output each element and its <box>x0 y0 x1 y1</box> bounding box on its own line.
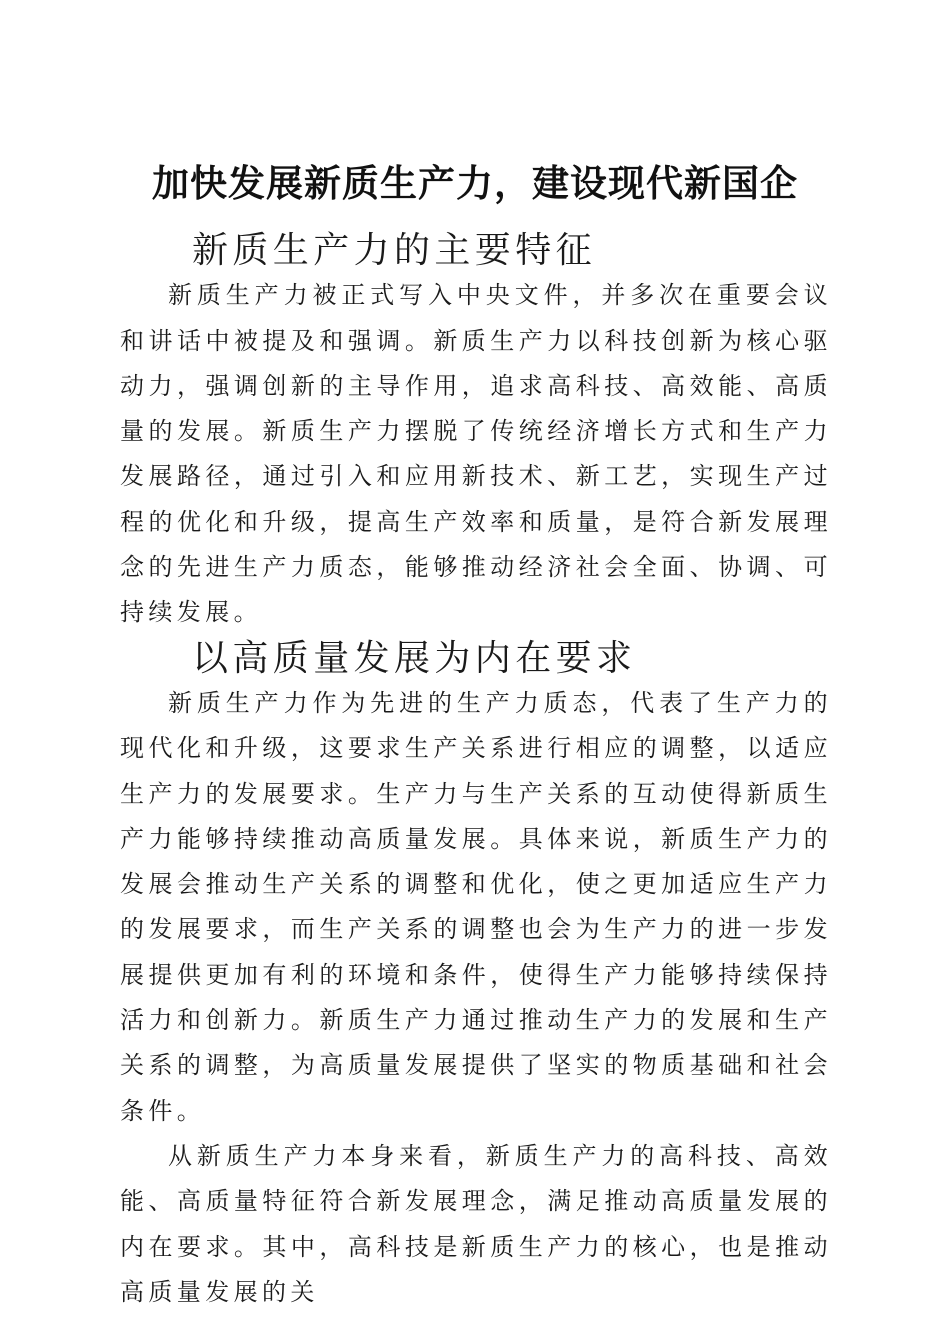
document-title: 加快发展新质生产力，建设现代新国企 <box>152 160 798 205</box>
body-paragraph: 新质生产力作为先进的生产力质态，代表了生产力的现代化和升级，这要求生产关系进行相应的调整，以适应生产力的发展要求。生产力与生产关系的互动使得新质生产力能够持续推动高质量发展。具体来说，新质生产力的发展会推动生产关系的调整和优化，使之更加适应生产力的发展要求，而生产关系的调整也会为生产力的进一步发展提供更加有利的环境和条件，使得生产力能够持续保持活力和创新力。新质生产力通过推动生产力的发展和生产关系的调整，为高质量发展提供了坚实的物质基础和社会条件。 <box>120 688 832 1125</box>
body-paragraph: 新质生产力被正式写入中央文件，并多次在重要会议和讲话中被提及和强调。新质生产力以科技创新为核心驱动力，强调创新的主导作用，追求高科技、高效能、高质量的发展。新质生产力摆脱了传统经济增长方式和生产力发展路径，通过引入和应用新技术、新工艺，实现生产过程的优化和升级，提高生产效率和质量，是符合新发展理念的先进生产力质态，能够推动经济社会全面、协调、可持续发展。 <box>120 281 832 627</box>
body-paragraph: 从新质生产力本身来看，新质生产力的高科技、高效能、高质量特征符合新发展理念，满足推动高质量发展的内在要求。其中，高科技是新质生产力的核心，也是推动高质量发展的关 <box>120 1141 832 1306</box>
section-heading: 新质生产力的主要特征 <box>192 230 597 271</box>
section-heading: 以高质量发展为内在要求 <box>192 637 637 679</box>
document-body <box>120 228 832 1315</box>
